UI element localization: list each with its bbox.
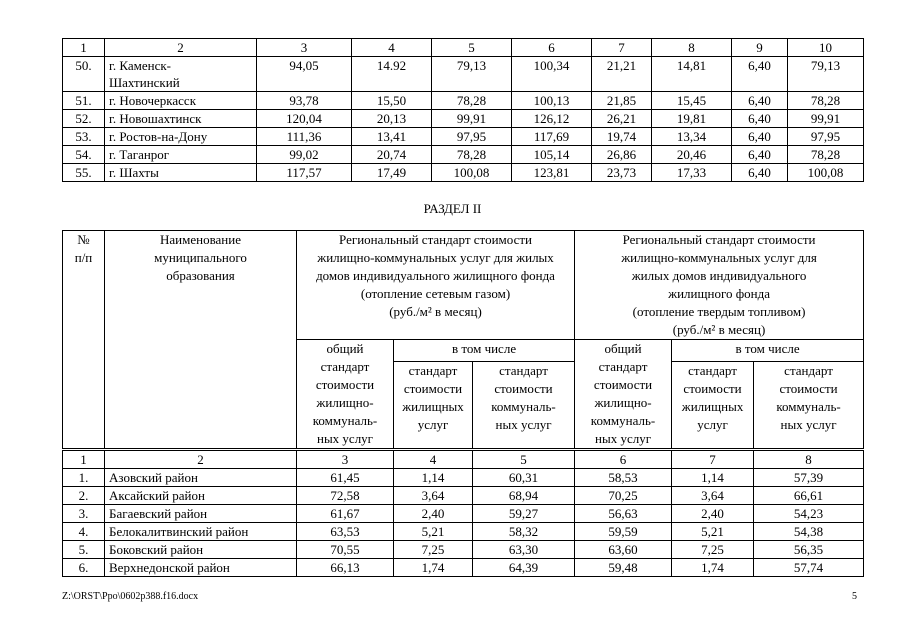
value-cell: 26,86 (592, 146, 652, 164)
value-cell: 66,13 (297, 559, 394, 577)
municipality-name: г. Таганрог (105, 146, 257, 164)
value-cell: 100,08 (788, 164, 864, 182)
column-number: 9 (732, 39, 788, 57)
value-cell: 20,46 (652, 146, 732, 164)
municipality-name: г. Шахты (105, 164, 257, 182)
value-cell: 1,74 (672, 559, 754, 577)
table-row (63, 164, 864, 182)
section-title: РАЗДЕЛ II (423, 201, 482, 216)
value-cell: 100,13 (512, 92, 592, 110)
in-that2-header: в том числе (672, 340, 864, 362)
sub-utility-header: стандарт стоимости коммуналь- ных услуг (473, 362, 575, 450)
value-cell: 3,64 (672, 487, 754, 505)
value-cell: 5,21 (672, 523, 754, 541)
value-cell: 7,25 (672, 541, 754, 559)
municipality-name: г. Новошахтинск (105, 110, 257, 128)
column-number: 10 (788, 39, 864, 57)
value-cell: 58,32 (473, 523, 575, 541)
table-row (63, 523, 864, 541)
value-cell: 126,12 (512, 110, 592, 128)
value-cell: 120,04 (257, 110, 352, 128)
value-cell: 70,25 (575, 487, 672, 505)
value-cell: 59,48 (575, 559, 672, 577)
value-cell: 21,21 (592, 57, 652, 92)
value-cell: 78,28 (788, 146, 864, 164)
value-cell: 59,27 (473, 505, 575, 523)
value-cell: 2,40 (394, 505, 473, 523)
column-number: 3 (297, 450, 394, 469)
value-cell: 79,13 (432, 57, 512, 92)
value-cell: 59,59 (575, 523, 672, 541)
col-no-header: № п/п (63, 231, 105, 450)
value-cell: 54,23 (754, 505, 864, 523)
column-number: 8 (754, 450, 864, 469)
column-number: 1 (63, 450, 105, 469)
table-row (63, 559, 864, 577)
in-that-header: в том числе (394, 340, 575, 362)
column-number: 4 (394, 450, 473, 469)
value-cell: 78,28 (788, 92, 864, 110)
value-cell: 100,34 (512, 57, 592, 92)
column-number: 2 (105, 450, 297, 469)
row-number: 6. (63, 559, 105, 577)
col-name-header: Наименование муниципального образования (105, 231, 297, 450)
value-cell: 56,35 (754, 541, 864, 559)
value-cell: 6,40 (732, 92, 788, 110)
value-cell: 58,53 (575, 469, 672, 487)
value-cell: 17,49 (352, 164, 432, 182)
value-cell: 99,91 (788, 110, 864, 128)
municipality-name: г. Новочеркасск (105, 92, 257, 110)
value-cell: 15,50 (352, 92, 432, 110)
value-cell: 1,74 (394, 559, 473, 577)
column-number: 5 (432, 39, 512, 57)
value-cell: 63,53 (297, 523, 394, 541)
value-cell: 14.92 (352, 57, 432, 92)
value-cell: 99,91 (432, 110, 512, 128)
group-gas-header: Региональный стандарт стоимости жилищно-коммунальных услуг для жилых домов индивидуального жилищного фонда (отопление сетевым газом) (руб./м² в месяц) (297, 231, 575, 340)
value-cell: 2,40 (672, 505, 754, 523)
value-cell: 26,21 (592, 110, 652, 128)
table-row (63, 57, 864, 92)
row-number: 54. (63, 146, 105, 164)
footer-file-path: Z:\ORST\Ppo\0602p388.f16.docx (62, 591, 199, 602)
value-cell: 17,33 (652, 164, 732, 182)
municipality-name: г. Ростов-на-Дону (105, 128, 257, 146)
value-cell: 54,38 (754, 523, 864, 541)
table-row (63, 487, 864, 505)
value-cell: 23,73 (592, 164, 652, 182)
value-cell: 7,25 (394, 541, 473, 559)
value-cell: 63,30 (473, 541, 575, 559)
row-number: 55. (63, 164, 105, 182)
value-cell: 13,34 (652, 128, 732, 146)
column-number: 2 (105, 39, 257, 57)
district-name: Аксайский район (105, 487, 297, 505)
table-row (63, 128, 864, 146)
value-cell: 3,64 (394, 487, 473, 505)
value-cell: 66,61 (754, 487, 864, 505)
column-number: 6 (512, 39, 592, 57)
column-number: 4 (352, 39, 432, 57)
table-row (63, 505, 864, 523)
row-number: 2. (63, 487, 105, 505)
column-number: 6 (575, 450, 672, 469)
value-cell: 1,14 (394, 469, 473, 487)
row-number: 1. (63, 469, 105, 487)
value-cell: 97,95 (788, 128, 864, 146)
value-cell: 6,40 (732, 128, 788, 146)
column-number: 5 (473, 450, 575, 469)
value-cell: 94,05 (257, 57, 352, 92)
sub-total2-header: общий стандарт стоимости жилищно- коммуналь- ных услуг (575, 340, 672, 450)
column-number: 7 (672, 450, 754, 469)
value-cell: 20,13 (352, 110, 432, 128)
district-name: Азовский район (105, 469, 297, 487)
table-row (63, 541, 864, 559)
value-cell: 15,45 (652, 92, 732, 110)
value-cell: 61,45 (297, 469, 394, 487)
value-cell: 117,57 (257, 164, 352, 182)
table-row (63, 92, 864, 110)
row-number: 5. (63, 541, 105, 559)
value-cell: 6,40 (732, 164, 788, 182)
district-name: Верхнедонской район (105, 559, 297, 577)
footer-page-number: 5 (852, 591, 857, 602)
value-cell: 63,60 (575, 541, 672, 559)
column-number: 7 (592, 39, 652, 57)
value-cell: 20,74 (352, 146, 432, 164)
group-solid-header: Региональный стандарт стоимости жилищно-коммунальных услуг для жилых домов индивидуального жилищного фонда (отопление твердым топливом) (руб./м² в месяц) (575, 231, 864, 340)
value-cell: 64,39 (473, 559, 575, 577)
value-cell: 5,21 (394, 523, 473, 541)
value-cell: 93,78 (257, 92, 352, 110)
district-name: Багаевский район (105, 505, 297, 523)
value-cell: 13,41 (352, 128, 432, 146)
value-cell: 6,40 (732, 146, 788, 164)
sub-housing2-header: стандарт стоимости жилищных услуг (672, 362, 754, 450)
value-cell: 19,81 (652, 110, 732, 128)
value-cell: 57,74 (754, 559, 864, 577)
sub-utility2-header: стандарт стоимости коммуналь- ных услуг (754, 362, 864, 450)
row-number: 51. (63, 92, 105, 110)
sub-total-header: общий стандарт стоимости жилищно- коммуналь- ных услуг (297, 340, 394, 450)
district-name: Боковский район (105, 541, 297, 559)
value-cell: 1,14 (672, 469, 754, 487)
value-cell: 78,28 (432, 146, 512, 164)
value-cell: 14,81 (652, 57, 732, 92)
row-number: 50. (63, 57, 105, 92)
value-cell: 111,36 (257, 128, 352, 146)
value-cell: 57,39 (754, 469, 864, 487)
main-table-number-row (63, 450, 864, 469)
value-cell: 60,31 (473, 469, 575, 487)
value-cell: 117,69 (512, 128, 592, 146)
value-cell: 123,81 (512, 164, 592, 182)
district-name: Белокалитвинский район (105, 523, 297, 541)
value-cell: 6,40 (732, 57, 788, 92)
column-number: 8 (652, 39, 732, 57)
row-number: 4. (63, 523, 105, 541)
value-cell: 97,95 (432, 128, 512, 146)
municipality-name: г. Каменск- Шахтинский (105, 57, 257, 92)
row-number: 53. (63, 128, 105, 146)
value-cell: 72,58 (297, 487, 394, 505)
value-cell: 61,67 (297, 505, 394, 523)
main-table (62, 230, 864, 577)
column-number: 3 (257, 39, 352, 57)
value-cell: 68,94 (473, 487, 575, 505)
value-cell: 79,13 (788, 57, 864, 92)
sub-housing-header: стандарт стоимости жилищных услуг (394, 362, 473, 450)
column-number: 1 (63, 39, 105, 57)
row-number: 3. (63, 505, 105, 523)
value-cell: 21,85 (592, 92, 652, 110)
value-cell: 6,40 (732, 110, 788, 128)
value-cell: 100,08 (432, 164, 512, 182)
value-cell: 105,14 (512, 146, 592, 164)
table-row (63, 110, 864, 128)
top-table-number-row (63, 39, 864, 57)
value-cell: 78,28 (432, 92, 512, 110)
table-row (63, 146, 864, 164)
row-number: 52. (63, 110, 105, 128)
table-row (63, 469, 864, 487)
value-cell: 19,74 (592, 128, 652, 146)
top-table (62, 38, 864, 182)
value-cell: 56,63 (575, 505, 672, 523)
value-cell: 99,02 (257, 146, 352, 164)
value-cell: 70,55 (297, 541, 394, 559)
